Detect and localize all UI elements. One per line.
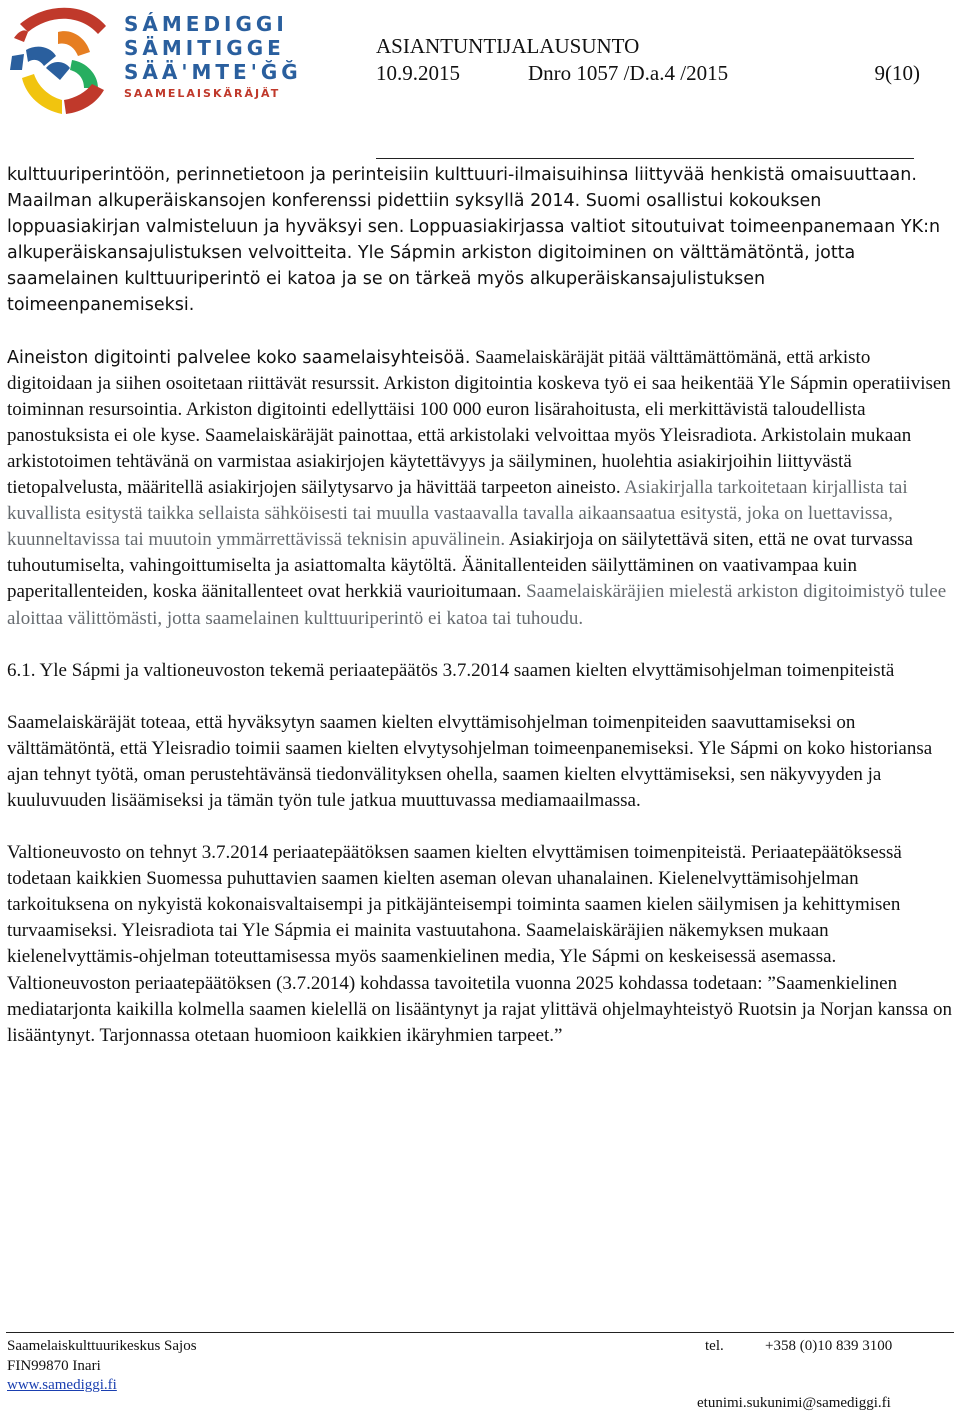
paragraph: Valtioneuvosto on tehnyt 3.7.2014 periaatepäätöksen saamen kielten elvyttämisen toimenpiteistä. Periaatepäätöksessä todetaan kaikkien Suomessa puhuttavien saamen kielten aseman olevan uhanalainen. Kielenelvyttämisohjelman tarkoituksena on nykyistä kokonaisvaltaisempi ja pitkäjänteisempi toiminta saamen kielen säilymisen ja kehittymisen turvaamiseksi. Yleisradiota tai Yle Sápmia ei mainita vastuutahona. Saamelaiskäräjien näkemyksen mukaan kielenelvyttämis-ohjelman toteuttamisessa myös saamenkielinen media, Yle Sápmi on keskeisessä asemassa. Valtioneuvoston periaatepäätöksen (3.7.2014) kohdassa tavoitetila vuonna 2025 kohdassa todetaan: ”Saamenkielinen mediatarjonta kaikilla kolmella saamen kielellä on lisääntynyt ja rajat ylittävä ohjelmayhteistyö Ruotsin ja Norjan kanssa on lisääntynyt. Tarjonnassa otetaan huomioon kaikkien ikäryhmien tarpeet.” <box>7 842 952 1046</box>
footer-postal: FIN99870 Inari <box>7 1357 101 1374</box>
website-link[interactable]: www.samediggi.fi <box>7 1377 117 1393</box>
paragraph-text: kulttuuriperintöön, perinnetietoon ja perinteisiin kulttuuri-ilmaisuihinsa liittyvää henkistä omaisuuttaan. Maailman alkuperäiskansojen konferenssi pidettiin syksyllä 2014. Suomi osallistui kokouksen loppuasiakirjan valmisteluun ja hyväksyi sen. <box>7 165 917 238</box>
org-name-line: SÁMEDIGGI <box>124 12 288 36</box>
footer-address <box>7 1337 197 1396</box>
section-heading: 6.1. Yle Sápmi ja valtioneuvoston tekemä periaatepäätös 3.7.2014 saamen kielten elvyttämisohjelman toimenpiteistä <box>7 659 895 681</box>
footer-org: Saamelaiskulttuurikeskus Sajos <box>7 1338 197 1354</box>
paragraph-text-quote: Asiakirjalla tarkoitetaan kirjallista tai kuvallista esitystä taikka sellaista sähköisesti tai muulla vastaavalla tavalla aikaansaatua esitystä, joka on luettavissa, kuunneltavissa tai muutoin ymmärrettävissä teknisin apuvälinein. <box>7 477 908 551</box>
footer-divider <box>6 1332 954 1333</box>
document-number: Dnro 1057 /D.a.4 /2015 <box>528 61 729 85</box>
paragraph-text: Saamelaiskäräjien mielestä arkiston digitoimistyö tulee aloittaa välittömästi, jotta saamelainen kulttuuriperintö ei katoa tai tuhoudu. <box>7 581 947 629</box>
paragraph <box>7 345 952 632</box>
document-title: ASIANTUNTIJALAUSUNTO <box>376 34 640 58</box>
org-name <box>124 12 302 102</box>
paragraph-text: Asiakirjoja on säilytettävä siten, että ne ovat turvassa tuhoutumiselta, vahingoittumiselta ja asiattomalta käytöltä. Äänitallenteiden säilyttäminen on vaativampaa kuin paperitallenteiden, koska äänitallenteet ovat herkkiä vaurioitumaan. <box>7 529 913 603</box>
page-number: 9(10) <box>874 61 920 85</box>
paragraph-text: Loppuasiakirjassa valtiot sitoutuivat toimeenpanemaan YK:n alkuperäiskansajulistuksen velvoitteita. Yle Sápmin arkiston digitoiminen on välttämätöntä, jotta saamelainen kulttuuriperintö ei katoa ja se on tärkeä myös alkuperäiskansajulistuksen toimeenpanemiseksi. <box>7 217 941 316</box>
tel-label: tel. <box>705 1338 724 1354</box>
paragraph: Saamelaiskäräjät toteaa, että hyväksytyn saamen kielten elvyttämisohjelman toimenpiteiden saavuttamiseksi on välttämätöntä, että Yleisradio toimii saamen kielten elvytysohjelman toimeenpanemiseksi. Yle Sápmi on koko historiansa ajan tehnyt työtä, oman perustehtävänsä tiedonvälityksen ohella, saamen kielten elvyttämiseksi, sen näkyvyyden ja kuuluvuuden lisäämiseksi ja tämän työn tule jatkua muuttuvassa mediamaailmassa. <box>7 711 933 811</box>
document-body <box>7 162 952 1075</box>
paragraph <box>7 162 952 319</box>
email-address: etunimi.sukunimi@samediggi.fi <box>697 1395 891 1411</box>
header-divider <box>376 158 914 159</box>
paragraph-text: Saamelaiskäräjät pitää välttämättömänä, että arkisto digitoidaan ja siihen osoitetaan riittävät resurssit. Arkiston digitointia koskeva työ ei saa heikentää Yle Sápmin operatiivisen toiminnan resursointia. Arkiston digitointi edellyttäisi 100 000 euron lisärahoitusta, eli merkittävistä taloudellista panostuksista ei ole kyse. Saamelaiskäräjät painottaa, että arkistolaki velvoittaa myös Yleisradiota. Arkistolain mukaan arkistotoimen tehtävänä on varmistaa asiakirjojen käytettävyys ja säilyminen, huolehtia asiakirjoihin liittyvästä tietopalvelusta, määritellä asiakirjojen säilytysarvo ja hävittää tarpeeton aineisto. <box>7 346 951 499</box>
paragraph-text: Aineiston digitointi palvelee koko saamelaisyhteisöä. <box>7 347 471 368</box>
samediggi-logo <box>6 4 302 116</box>
document-date: 10.9.2015 <box>376 61 460 85</box>
org-name-line: SÄÄ'MTE'ĞĞ <box>124 60 302 84</box>
tel-number: +358 (0)10 839 3100 <box>765 1338 893 1354</box>
sun-emblem-icon <box>6 4 118 116</box>
org-name-line: SAAMELAISKÄRÄJÄT <box>124 87 281 100</box>
org-name-line: SÄMITIGGE <box>124 36 285 60</box>
